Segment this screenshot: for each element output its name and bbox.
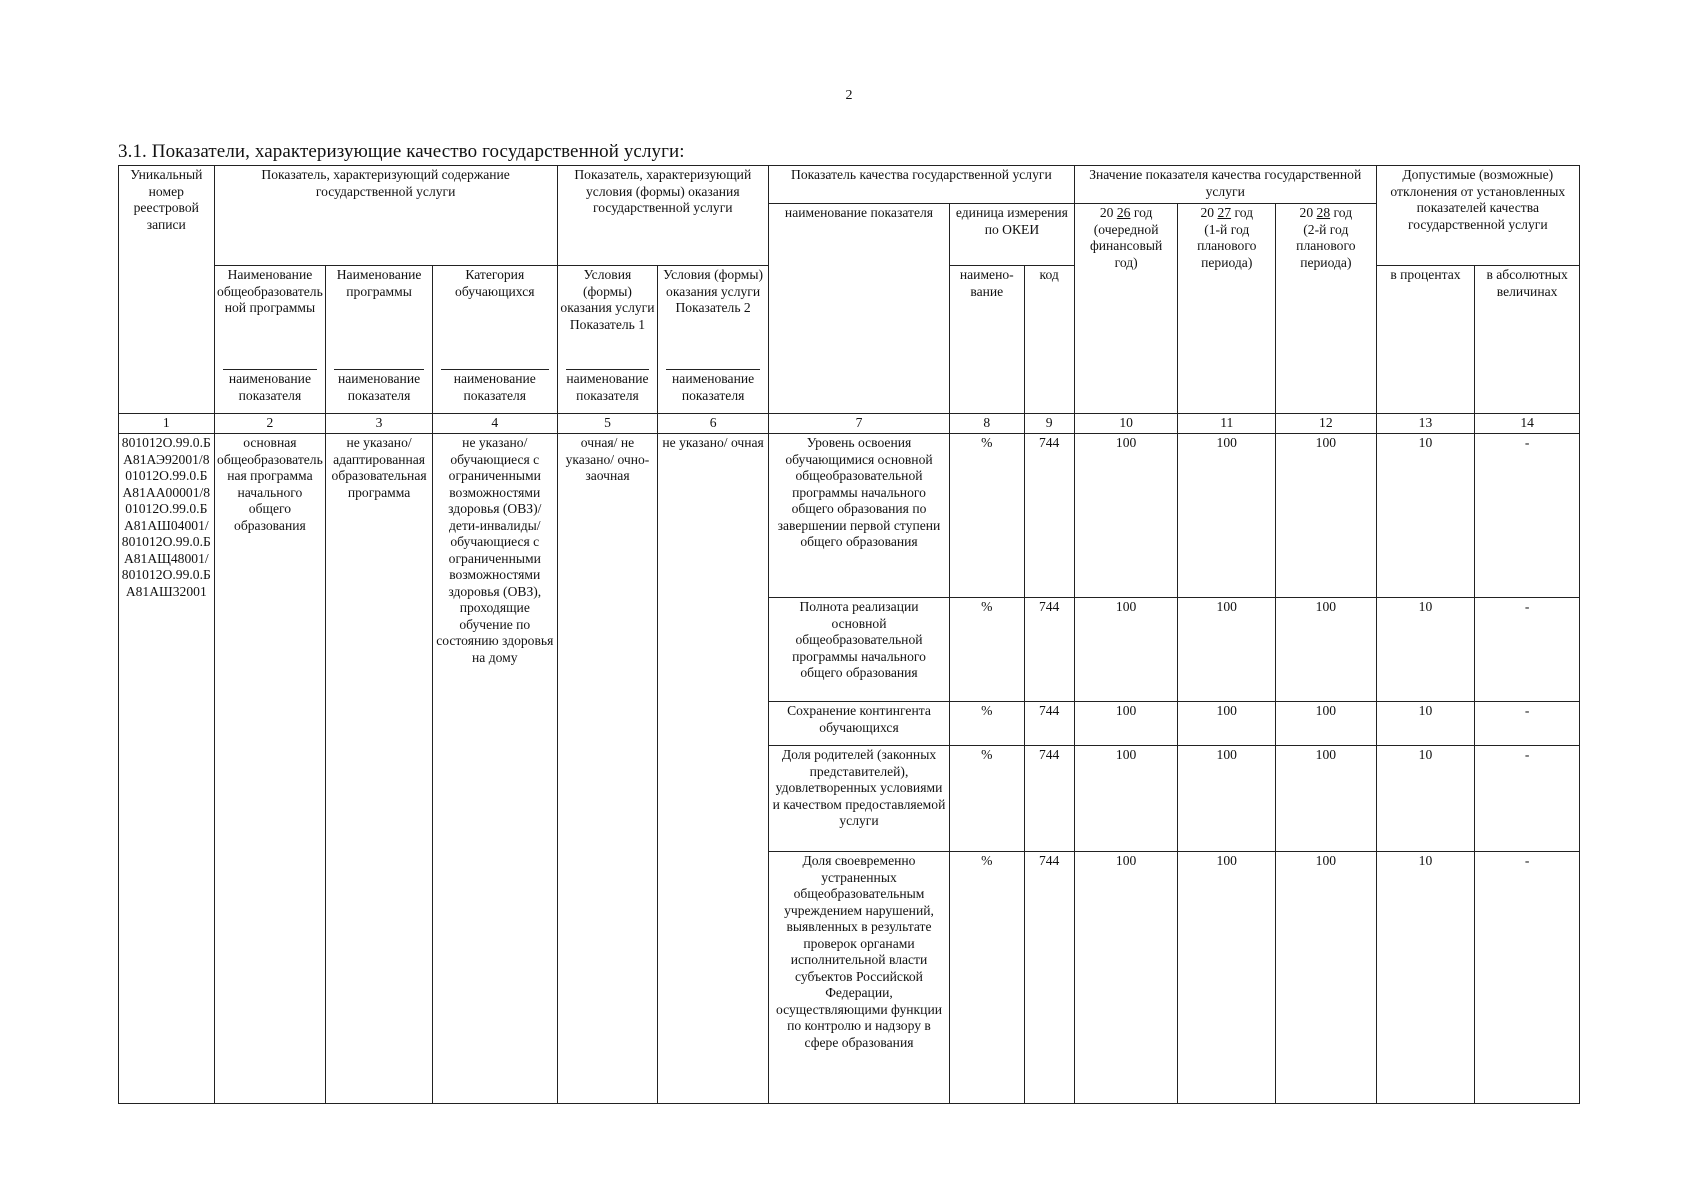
registry-number-cell: 801012О.99.0.БА81АЭ92001/801012О.99.0.БА81АА00001/801012О.99.0.БА81АШ04001/801012О.99.0.БА81АЩ48001/801012О.99.0.БА81АШ32001 [119, 434, 215, 1104]
quality-indicators-table [118, 165, 1580, 1104]
indicator-code: 744 [1024, 746, 1074, 852]
indicator-code: 744 [1024, 598, 1074, 702]
header-value-group: Значение показателя качества государственной услуги [1074, 166, 1376, 204]
indicator-deviation-percent: 10 [1376, 852, 1475, 1104]
column-number: 5 [557, 414, 658, 434]
indicator-deviation-absolute: - [1475, 852, 1580, 1104]
program-name-cell: основная общеобразовательная программа начального общего образования [214, 434, 326, 1104]
page-number: 2 [845, 88, 853, 103]
column-number: 12 [1276, 414, 1377, 434]
indicator-value-year-3: 100 [1276, 746, 1377, 852]
column-number: 7 [768, 414, 949, 434]
indicator-unit: % [950, 852, 1024, 1104]
indicator-value-year-2: 100 [1178, 702, 1276, 746]
indicator-deviation-absolute: - [1475, 702, 1580, 746]
indicator-unit: % [950, 598, 1024, 702]
header-condition-2: Условия (формы) оказания услуги Показатель 2 наименование показателя [658, 266, 769, 414]
header-quality-group: Показатель качества государственной услуги [768, 166, 1074, 204]
header-indicator-name: наименование показателя [768, 204, 949, 414]
indicator-name: Сохранение контингента обучающихся [768, 702, 949, 746]
indicator-deviation-percent: 10 [1376, 598, 1475, 702]
indicator-value-year-1: 100 [1074, 702, 1178, 746]
condition-2-cell: не указано/ очная [658, 434, 769, 1104]
indicator-deviation-percent: 10 [1376, 746, 1475, 852]
header-deviation-absolute: в абсолютных величинах [1475, 266, 1580, 414]
column-number: 10 [1074, 414, 1178, 434]
header-content-group: Показатель, характеризующий содержание государственной услуги [214, 166, 557, 266]
indicator-value-year-2: 100 [1178, 598, 1276, 702]
column-number: 6 [658, 414, 769, 434]
indicator-value-year-2: 100 [1178, 434, 1276, 598]
header-year-3: 20 28 год (2-й год планового периода) [1276, 204, 1377, 414]
indicator-value-year-3: 100 [1276, 598, 1377, 702]
indicator-deviation-percent: 10 [1376, 434, 1475, 598]
column-number: 11 [1178, 414, 1276, 434]
section-title: 3.1. Показатели, характеризующие качество государственной услуги: [118, 141, 685, 162]
column-numbers-row [119, 414, 1580, 434]
column-number: 2 [214, 414, 326, 434]
indicator-name: Уровень освоения обучающимися основной общеобразовательной программы начального общего образования по завершении первой ступени общего образования [768, 434, 949, 598]
header-program-name: Наименование общеобразовательной программы наименование показателя [214, 266, 326, 414]
header-unit-name: наимено-вание [950, 266, 1024, 414]
indicator-value-year-3: 100 [1276, 434, 1377, 598]
indicator-value-year-3: 100 [1276, 702, 1377, 746]
indicator-unit: % [950, 434, 1024, 598]
indicator-deviation-absolute: - [1475, 434, 1580, 598]
header-conditions-group: Показатель, характеризующий условия (формы) оказания государственной услуги [557, 166, 768, 266]
header-year-2: 20 27 год (1-й год планового периода) [1178, 204, 1276, 414]
indicator-value-year-1: 100 [1074, 598, 1178, 702]
column-number: 3 [326, 414, 433, 434]
header-deviation-percent: в процентах [1376, 266, 1475, 414]
category-cell: не указано/ обучающиеся с ограниченными возможностями здоровья (ОВЗ)/ дети-инвалиды/ обучающиеся с ограниченными возможностями здоровья (ОВЗ), проходящие обучение по состоянию здоровья на дому [432, 434, 557, 1104]
program-cell: не указано/ адаптированная образовательная программа [326, 434, 433, 1104]
indicator-name: Полнота реализации основной общеобразовательной программы начального общего образования [768, 598, 949, 702]
indicator-value-year-2: 100 [1178, 746, 1276, 852]
header-row-1 [119, 166, 1580, 204]
indicator-deviation-percent: 10 [1376, 702, 1475, 746]
indicator-code: 744 [1024, 852, 1074, 1104]
header-category: Категория обучающихся наименование показателя [432, 266, 557, 414]
header-program: Наименование программы наименование показателя [326, 266, 433, 414]
indicator-unit: % [950, 702, 1024, 746]
table-row [119, 434, 1580, 598]
indicator-unit: % [950, 746, 1024, 852]
indicator-name: Доля родителей (законных представителей), удовлетворенных условиями и качеством предоставляемой услуги [768, 746, 949, 852]
column-number: 4 [432, 414, 557, 434]
indicator-value-year-2: 100 [1178, 852, 1276, 1104]
indicator-name: Доля своевременно устраненных общеобразовательным учреждением нарушений, выявленных в результате проверок органами исполнительной власти субъектов Российской Федерации, осуществляющими функции по контролю и надзору в сфере образования [768, 852, 949, 1104]
header-deviation-group: Допустимые (возможные) отклонения от установленных показателей качества государственной услуги [1376, 166, 1579, 266]
indicator-value-year-1: 100 [1074, 434, 1178, 598]
indicator-value-year-1: 100 [1074, 746, 1178, 852]
indicator-code: 744 [1024, 702, 1074, 746]
column-number: 9 [1024, 414, 1074, 434]
indicator-value-year-1: 100 [1074, 852, 1178, 1104]
header-unit-code: код [1024, 266, 1074, 414]
column-number: 14 [1475, 414, 1580, 434]
indicator-code: 744 [1024, 434, 1074, 598]
column-number: 13 [1376, 414, 1475, 434]
header-condition-1: Условия (формы) оказания услуги Показатель 1 наименование показателя [557, 266, 658, 414]
indicator-deviation-absolute: - [1475, 598, 1580, 702]
indicator-value-year-3: 100 [1276, 852, 1377, 1104]
header-unit-okei: единица измерения по ОКЕИ [950, 204, 1075, 266]
column-number: 1 [119, 414, 215, 434]
indicator-deviation-absolute: - [1475, 746, 1580, 852]
header-registry-number: Уникальный номер реестровой записи [119, 166, 215, 414]
column-number: 8 [950, 414, 1024, 434]
header-year-1: 20 26 год (очередной финансовый год) [1074, 204, 1178, 414]
condition-1-cell: очная/ не указано/ очно-заочная [557, 434, 658, 1104]
